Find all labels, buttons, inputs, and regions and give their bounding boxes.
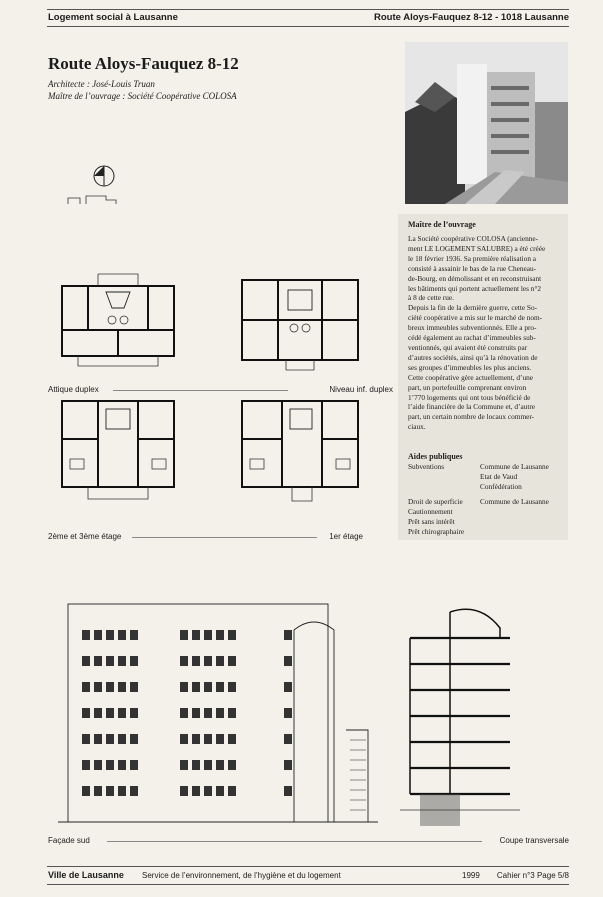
facade-window bbox=[94, 708, 102, 718]
panel-line: ses groupes d’immeubles les plus anciens. bbox=[408, 362, 532, 372]
facade-window bbox=[106, 708, 114, 718]
facade-window bbox=[204, 734, 212, 744]
facade-window bbox=[192, 708, 200, 718]
facade-window bbox=[192, 734, 200, 744]
architect-line: Architecte : José-Louis Truan bbox=[48, 79, 155, 89]
facade-window bbox=[192, 630, 200, 640]
facade-window bbox=[284, 760, 292, 770]
panel-line: le 18 février 1936. Sa première réalisation a bbox=[408, 253, 537, 263]
caption-2eme-3eme-etage: 2ème et 3ème étage bbox=[48, 532, 122, 541]
facade-window bbox=[284, 630, 292, 640]
caption-rule-1 bbox=[113, 390, 288, 391]
facade-window bbox=[130, 656, 138, 666]
facade-window bbox=[216, 708, 224, 718]
panel-line: breux immeubles subventionnés. Elle a pro- bbox=[408, 323, 537, 333]
panel-line: les bâtiments qui portent actuellement les n°2 bbox=[408, 283, 542, 293]
facade-window bbox=[228, 630, 236, 640]
facade-window bbox=[180, 630, 188, 640]
coupe-transversale-drawing bbox=[400, 598, 520, 830]
facade-window bbox=[228, 734, 236, 744]
facade-window bbox=[284, 734, 292, 744]
facade-window bbox=[204, 786, 212, 796]
footer-service: Service de l’environnement, de l’hygiène et du logement bbox=[142, 871, 341, 880]
facade-window bbox=[130, 760, 138, 770]
aid-cautionnement: Cautionnement bbox=[408, 507, 453, 516]
facade-window bbox=[130, 734, 138, 744]
facade-window bbox=[82, 630, 90, 640]
facade-window bbox=[284, 682, 292, 692]
caption-niveau-inf-duplex: Niveau inf. duplex bbox=[329, 385, 393, 394]
facade-sud-drawing bbox=[58, 600, 378, 830]
facade-window bbox=[130, 786, 138, 796]
facade-window bbox=[228, 708, 236, 718]
facade-window bbox=[82, 760, 90, 770]
panel-line: ciaux. bbox=[408, 422, 426, 432]
plan-2eme-3eme-etage bbox=[58, 395, 178, 505]
aid-subventions-value-3: Confédération bbox=[480, 482, 522, 491]
footer-top-rule bbox=[47, 866, 569, 867]
facade-window bbox=[82, 734, 90, 744]
facade-window bbox=[216, 682, 224, 692]
facade-window bbox=[94, 786, 102, 796]
facade-window bbox=[180, 656, 188, 666]
facade-window bbox=[106, 682, 114, 692]
owner-panel bbox=[398, 214, 568, 540]
aids-heading: Aides publiques bbox=[408, 452, 463, 461]
facade-window bbox=[82, 708, 90, 718]
facade-window bbox=[228, 656, 236, 666]
facade-window bbox=[284, 786, 292, 796]
facade-window bbox=[118, 786, 126, 796]
facade-window bbox=[130, 630, 138, 640]
facade-window bbox=[216, 760, 224, 770]
facade-window bbox=[118, 656, 126, 666]
facade-window bbox=[204, 682, 212, 692]
facade-window bbox=[82, 656, 90, 666]
facade-window bbox=[228, 786, 236, 796]
facade-window bbox=[94, 630, 102, 640]
facade-window bbox=[216, 656, 224, 666]
facade-window bbox=[106, 656, 114, 666]
facade-window bbox=[180, 786, 188, 796]
panel-line: Cette coopérative gère actuellement, d’une bbox=[408, 372, 533, 382]
header-right: Route Aloys-Fauquez 8-12 - 1018 Lausanne bbox=[374, 12, 569, 23]
aid-subventions-value-1: Commune de Lausanne bbox=[480, 462, 549, 471]
facade-window bbox=[118, 760, 126, 770]
panel-line: à 8 de cette rue. bbox=[408, 293, 454, 303]
facade-window bbox=[216, 630, 224, 640]
aid-pret-chirographaire: Prêt chirographaire bbox=[408, 527, 465, 536]
facade-window bbox=[118, 630, 126, 640]
panel-line: La Société coopérative COLOSA (ancienne- bbox=[408, 234, 539, 243]
panel-line: ciété coopérative a mis sur le marché de nom- bbox=[408, 313, 543, 323]
site-plan bbox=[60, 160, 140, 210]
facade-window bbox=[94, 656, 102, 666]
facade-window bbox=[82, 786, 90, 796]
panel-line: 1’770 logements qui ont tous bénéficié de bbox=[408, 392, 531, 402]
building-photo bbox=[405, 42, 568, 204]
caption-attique-duplex: Attique duplex bbox=[48, 385, 99, 394]
facade-window bbox=[284, 708, 292, 718]
plan-attique-duplex bbox=[58, 270, 178, 375]
aid-droit-label: Droit de superficie bbox=[408, 497, 463, 506]
facade-window bbox=[192, 760, 200, 770]
panel-line: d’autres sociétés, ainsi qu’à la rénovation de bbox=[408, 352, 538, 362]
panel-line: part, un portefeuille comprenant environ bbox=[408, 382, 527, 392]
facade-window bbox=[192, 682, 200, 692]
facade-window bbox=[228, 760, 236, 770]
panel-line: de-Bourg, en démolissant et en reconstruisant bbox=[408, 273, 542, 283]
facade-window bbox=[180, 734, 188, 744]
facade-window bbox=[204, 656, 212, 666]
aid-droit-value: Commune de Lausanne bbox=[480, 497, 549, 506]
plan-1er-etage bbox=[238, 395, 363, 505]
facade-window bbox=[94, 682, 102, 692]
facade-window bbox=[180, 760, 188, 770]
caption-1er-etage: 1er étage bbox=[329, 532, 363, 541]
facade-window bbox=[106, 734, 114, 744]
facade-window bbox=[180, 682, 188, 692]
panel-line: part, un certain nombre de locaux commer- bbox=[408, 412, 535, 422]
caption-rule-2 bbox=[132, 537, 317, 538]
facade-window bbox=[106, 760, 114, 770]
footer-year: 1999 bbox=[462, 871, 480, 880]
panel-line: cédé également au rachat d’immeubles sub- bbox=[408, 333, 536, 343]
aid-subventions-label: Subventions bbox=[408, 462, 445, 471]
facade-window bbox=[94, 734, 102, 744]
plan-niveau-inf-duplex bbox=[238, 270, 363, 375]
panel-line: l’aide financière de la Commune et, d’autre bbox=[408, 402, 536, 412]
panel-line: Depuis la fin de la dernière guerre, cette So- bbox=[408, 303, 538, 313]
aid-subventions-value-2: Etat de Vaud bbox=[480, 472, 518, 481]
panel-line: consisté à assainir le bas de la rue Cheneau- bbox=[408, 263, 537, 273]
facade-window bbox=[82, 682, 90, 692]
footer-bottom-rule bbox=[47, 884, 569, 885]
facade-window bbox=[216, 734, 224, 744]
header-top-rule bbox=[47, 9, 569, 10]
caption-coupe-transversale: Coupe transversale bbox=[499, 836, 569, 845]
footer-cahier-page: Cahier n°3 Page 5/8 bbox=[496, 871, 569, 880]
facade-window bbox=[130, 682, 138, 692]
facade-window bbox=[106, 786, 114, 796]
facade-window bbox=[284, 656, 292, 666]
facade-window bbox=[204, 760, 212, 770]
caption-facade-sud: Façade sud bbox=[48, 836, 90, 845]
header-left: Logement social à Lausanne bbox=[48, 12, 178, 23]
page-title: Route Aloys-Fauquez 8-12 bbox=[48, 54, 239, 73]
header-bottom-rule bbox=[47, 26, 569, 27]
aid-pret-sans-interet: Prêt sans intérêt bbox=[408, 517, 455, 526]
facade-window bbox=[130, 708, 138, 718]
panel-paragraph bbox=[408, 234, 562, 432]
panel-heading: Maître de l’ouvrage bbox=[408, 220, 476, 229]
caption-rule-3 bbox=[107, 841, 482, 842]
facade-window bbox=[118, 734, 126, 744]
panel-line: ment LE LOGEMENT SALUBRE) a été créée bbox=[408, 243, 546, 253]
facade-window bbox=[94, 760, 102, 770]
facade-window bbox=[204, 708, 212, 718]
facade-window bbox=[118, 682, 126, 692]
facade-window bbox=[106, 630, 114, 640]
facade-window bbox=[118, 708, 126, 718]
facade-window bbox=[192, 656, 200, 666]
panel-line: ventionnés, qui avaient été construits par bbox=[408, 342, 528, 352]
owner-line: Maître de l’ouvrage : Société Coopérative COLOSA bbox=[48, 91, 237, 101]
facade-window bbox=[216, 786, 224, 796]
facade-window bbox=[192, 786, 200, 796]
facade-window bbox=[204, 630, 212, 640]
facade-window bbox=[180, 708, 188, 718]
footer-city: Ville de Lausanne bbox=[48, 870, 124, 880]
facade-window bbox=[228, 682, 236, 692]
